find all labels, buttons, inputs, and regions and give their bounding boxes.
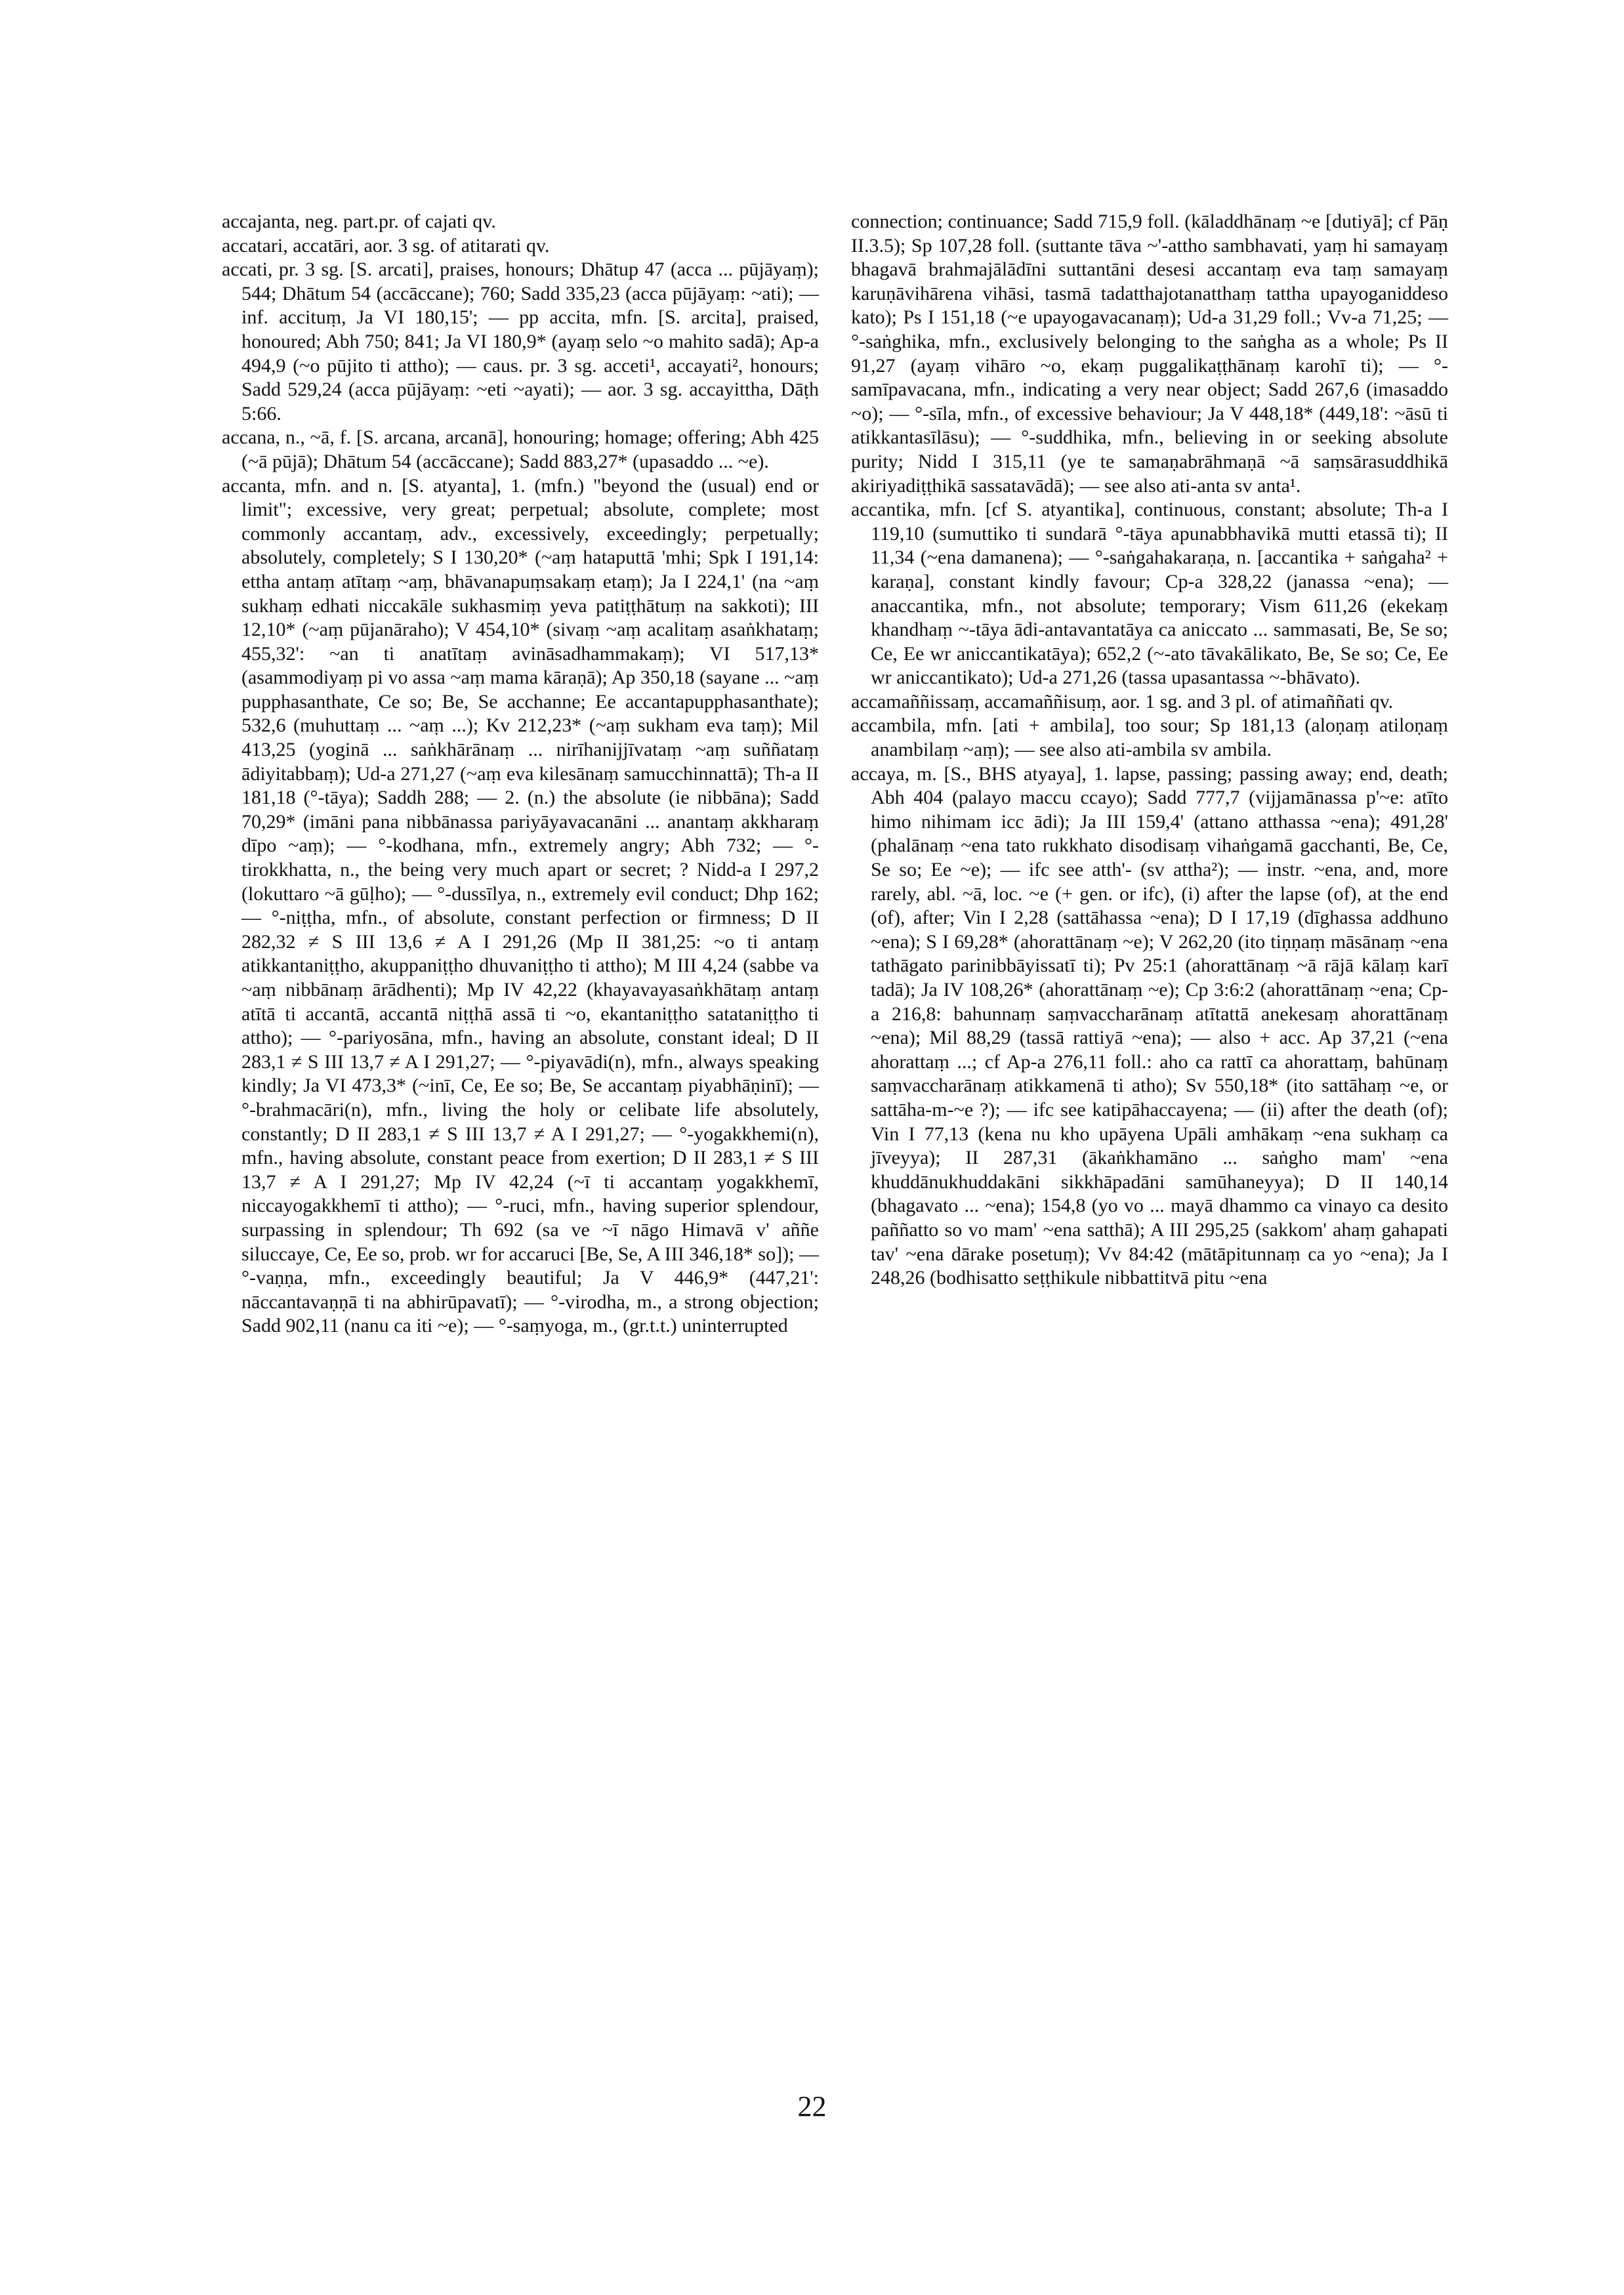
entry-accambila: accambila, mfn. [ati + ambila], too sour; Sp 181,13 (aloṇaṃ atiloṇaṃ anambilaṃ ~aṃ); — see also ati-ambila sv ambila. bbox=[851, 714, 1448, 761]
page-number: 22 bbox=[797, 2090, 827, 2122]
entry-accaya: accaya, m. [S., BHS atyaya], 1. lapse, passing; passing away; end, death; Abh 404 (palayo maccu ccayo); Sadd 777,7 (vijjamānassa p'~e: atīto himo nihimam icc ādi); Ja III 159,4' (attano atthassa ~ena); 491,28' (phalānaṃ ~ena tato rukkhato disodisaṃ vihaṅgamā gacchanti, Be, Ce, Se so; Ee ~e); — ifc see atth'- (sv attha²); — instr. ~ena, and, more rarely, abl. ~ā, loc. ~e (+ gen. or ifc), (i) after the lapse (of), at the end (of), after; Vin I 2,28 (sattāhassa ~ena); D I 17,19 (dīghassa addhuno ~ena); S I 69,28* (ahorattānaṃ ~e); V 262,20 (ito tiṇṇaṃ māsānaṃ ~ena tathāgato parinibbāyissatī ti); Pv 25:1 (ahorattānaṃ ~ā rājā kālaṃ karī tadā); Ja IV 108,26* (ahorattānaṃ ~e); Cp 3:6:2 (ahorattānaṃ ~ena; Cp-a 216,8: bahunnaṃ saṃvaccharānaṃ atītattā anekesaṃ ahorattānaṃ ~ena); Mil 88,29 (tassā rattiyā ~ena); — also + acc. Ap 37,21 (~ena ahorattaṃ ...; cf Ap-a 276,11 foll.: aho ca rattī ca ahorattaṃ, bahūnaṃ saṃvaccharānaṃ atikkamenā ti atho); Sv 550,18* (ito sattāhaṃ ~e, or sattāha-m-~e ?); — ifc see katipāhaccayena; — (ii) after the death (of); Vin I 77,13 (kena nu kho upāyena Upāli amhākaṃ ~ena sukhaṃ ca jīveyya); II 287,31 (ākaṅkhamāno ... saṅgho mam' ~ena khuddānukhuddakāni sikkhāpadāni samūhaneyya); D II 140,14 (bhagavato ... ~ena); 154,8 (yo vo ... mayā dhammo ca vinayo ca desito paññatto so vo mam' ~ena satthā); A III 295,25 (sakkom' ahaṃ gahapati tav' ~ena dārake posetuṃ); Vv 84:42 (mātāpitunnaṃ ca yo ~ena); Ja I 248,26 (bodhisatto seṭṭhikule nibbattitvā pitu ~ena bbox=[851, 762, 1448, 1289]
entry-accamannissam: accamaññissaṃ, accamaññisuṃ, aor. 1 sg. and 3 pl. of atimaññati qv. bbox=[851, 690, 1394, 713]
entry-accanta-continuation: connection; continuance; Sadd 715,9 foll. (kāladdhānaṃ ~e [dutiyā]; cf Pāṇ II.3.5); Sp 107,28 foll. (suttante tāva ~'-attho sambhavati, yaṃ hi samayaṃ bhagavā brahmajālādīni suttantāni desesi accantaṃ eva taṃ samayaṃ karuṇāvihārena vihāsi, tasmā tadatthajotanatthaṃ tattha upayoganiddeso kato); Ps I 151,18 (~e upayogavacanaṃ); Ud-a 31,29 foll.; Vv-a 71,25; — °-saṅghika, mfn., exclusively belonging to the saṅgha as a whole; Ps II 91,27 (ayaṃ vihāro ~o, ekaṃ puggalikaṭṭhānaṃ karohī ti); — °-samīpavacana, mfn., indicating a very near object; Sadd 267,6 (imasaddo ~o); — °-sīla, mfn., of excessive behaviour; Ja V 448,18* (449,18': ~āsū ti atikkantasīlāsu); — °-suddhika, mfn., believing in or seeking absolute purity; Nidd I 315,11 (ye te samaṇabrāhmaṇā ~ā saṃsārasuddhikā akiriyadiṭṭhikā sassatavādā); — see also ati-anta sv anta¹. bbox=[851, 211, 1448, 497]
right-column bbox=[851, 210, 1448, 1291]
entry-accantika: accantika, mfn. [cf S. atyantika], continuous, constant; absolute; Th-a I 119,10 (sumuttiko ti sundarā °-tāya apunabbhavikā mutti etassā ti); II 11,34 (~ena damanena); — °-saṅgahakaraṇa, n. [accantika + saṅgaha² + karaṇa], constant kindly favour; Cp-a 328,22 (janassa ~ena); — anaccantika, mfn., not absolute; temporary; Vism 611,26 (ekekaṃ khandhaṃ ~-tāya ādi-antavantatāya ca aniccato ... sammasati, Be, Se so; Ce, Ee wr aniccantikatāya); 652,2 (~-ato tāvakālikato, Be, Se so; Ce, Ee wr aniccantikato); Ud-a 271,26 (tassa upasantassa ~-bhāvato). bbox=[851, 499, 1448, 689]
left-column bbox=[222, 210, 819, 1338]
entry-accanta: accanta, mfn. and n. [S. atyanta], 1. (mfn.) "beyond the (usual) end or limit"; excessive, very great; perpetual; absolute, complete; most commonly accantaṃ, adv., excessively, exceedingly; perpetually; absolutely, completely; S I 130,20* (~aṃ hataputtā 'mhi; Spk I 191,14: ettha antaṃ atītaṃ ~aṃ, bhāvanapuṃsakaṃ etaṃ); Ja I 224,1' (na ~aṃ sukhaṃ edhati niccakāle sukhasmiṃ yeva patiṭṭhātuṃ na sakkoti); III 12,10* (~aṃ pūjanāraho); V 454,10* (sivaṃ ~aṃ acalitaṃ asaṅkhataṃ; 455,32': ~an ti anatītaṃ avināsadhammakaṃ); VI 517,13* (asammodiyaṃ pi vo assa ~aṃ mama kāraṇā); Ap 350,18 (sayane ... ~aṃ pupphasanthate, Ce so; Be, Se acchanne; Ee accantapupphasanthate); 532,6 (muhuttaṃ ... ~aṃ ...); Kv 212,23* (~aṃ sukham eva taṃ); Mil 413,25 (yoginā ... saṅkhārānaṃ ... nirīhanijjīvataṃ ~aṃ suññataṃ ādiyitabbaṃ); Ud-a 271,27 (~aṃ eva kilesānaṃ samucchinnattā); Th-a II 181,18 (°-tāya); Saddh 288; — 2. (n.) the absolute (ie nibbāna); Sadd 70,29* (imāni pana nibbānassa pariyāyavacanāni ... anantaṃ akkharaṃ dīpo ~aṃ); — °-kodhana, mfn., extremely angry; Abh 732; — °-tirokkhatta, n., the being very much apart or secret; ? Nidd-a I 297,2 (lokuttaro ~ā gūḷho); — °-dussīlya, n., extremely evil conduct; Dhp 162; — °-niṭṭha, mfn., of absolute, constant perfection or firmness; D II 282,32 ≠ S III 13,6 ≠ A I 291,26 (Mp II 381,25: ~o ti antaṃ atikkantaniṭṭho, akuppaniṭṭho dhuvaniṭṭho ti attho); M III 4,24 (sabbe va ~aṃ nibbānaṃ ārādhenti); Mp IV 42,22 (khayavayasaṅkhātaṃ antaṃ atītā ti accantā, accantā niṭṭhā assā ti ~o, ekantaniṭṭho satataniṭṭho ti attho); — °-pariyosāna, mfn., having an absolute, constant ideal; D II 283,1 ≠ S III 13,7 ≠ A I 291,27; — °-piyavādi(n), mfn., always speaking kindly; Ja VI 473,3* (~inī, Ce, Ee so; Be, Se accantaṃ piyabhāṇinī); — °-brahmacāri(n), mfn., living the holy or celibate life absolutely, constantly; D II 283,1 ≠ S III 13,7 ≠ A I 291,27; — °-yogakkhemi(n), mfn., having absolute, constant peace from exertion; D II 283,1 ≠ S III 13,7 ≠ A I 291,27; Mp IV 42,24 (~ī ti accantaṃ yogakkhemī, niccayogakkhemī ti attho); — °-ruci, mfn., having superior splendour, surpassing in splendour; Th 692 (sa ve ~ī nāgo Himavā v' aññe siluccaye, Ce, Ee so, prob. wr for accaruci [Be, Se, A III 346,18* so]); — °-vaṇṇa, mfn., exceedingly beautiful; Ja V 446,9* (447,21': nāccantavaṇṇā ti na abhirūpavatī); — °-virodha, m., a strong objection; Sadd 902,11 (nanu ca iti ~e); — °-saṃyoga, m., (gr.t.t.) uninterrupted bbox=[222, 474, 819, 1337]
entry-accana: accana, n., ~ā, f. [S. arcana, arcanā], honouring; homage; offering; Abh 425 (~ā pūjā); Dhātum 54 (accāccane); Sadd 883,27* (upasaddo ... ~e). bbox=[222, 426, 819, 472]
entry-accati: accati, pr. 3 sg. [S. arcati], praises, honours; Dhātup 47 (acca ... pūjāyaṃ); 544; Dhātum 54 (accāccane); 760; Sadd 335,23 (acca pūjāyaṃ: ~ati); — inf. accituṃ, Ja VI 180,15'; — pp accita, mfn. [S. arcita], praised, honoured; Abh 750; 841; Ja VI 180,9* (ayaṃ selo ~o mahito sadā); Ap-a 494,9 (~o pūjito ti attho); — caus. pr. 3 sg. acceti¹, accayati², honours; Sadd 529,24 (acca pūjāyaṃ: ~eti ~ayati); — aor. 3 sg. accayittha, Dāṭh 5:66. bbox=[222, 258, 819, 424]
entry-accajanta: accajanta, neg. part.pr. of cajati qv. bbox=[222, 211, 496, 232]
entry-accatari: accatari, accatāri, aor. 3 sg. of atitarati qv. bbox=[222, 234, 550, 257]
